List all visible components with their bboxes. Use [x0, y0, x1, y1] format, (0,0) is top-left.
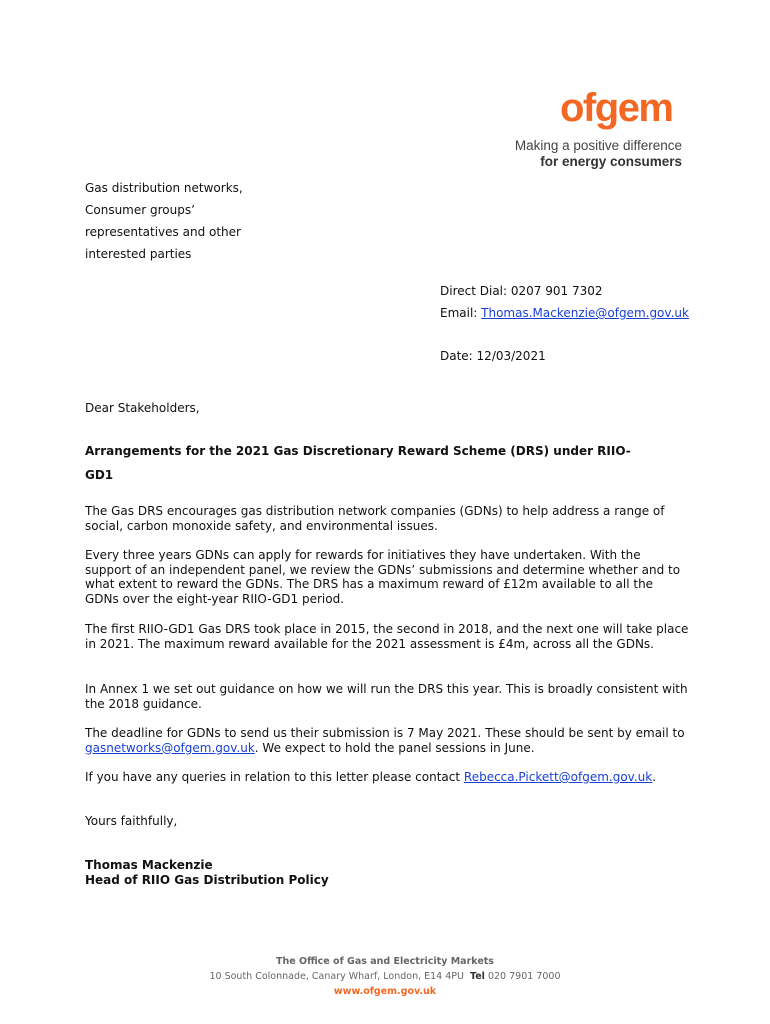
direct-dial: [440, 283, 603, 299]
footer-tel: 020 7901 7000: [487, 971, 561, 982]
footer-address-text: 10 South Colonnade, Canary Wharf, London, E14 4PU: [209, 971, 464, 982]
direct-dial-number: 0207 901 7302: [510, 284, 603, 298]
recipient-line: Consumer groups’: [85, 203, 195, 217]
date-label: Date:: [440, 349, 477, 363]
date-value: 12/03/2021: [476, 349, 546, 363]
ofgem-logo: ofgem: [560, 86, 673, 130]
footer-org: The Office of Gas and Electricity Markets: [276, 956, 494, 967]
email-link[interactable]: Thomas.Mackenzie@ofgem.gov.uk: [481, 306, 689, 320]
paragraph-2: Every three years GDNs can apply for rewards for initiatives they have undertaken. With the support of an independent panel, we review the GDNs’ submissions and determine whether and to what extent to reward the GDNs. The DRS has a maximum reward of £12m available to all the GDNs over the eight-year RIIO-GD1 period.: [85, 548, 681, 606]
email-label: Email:: [440, 306, 482, 320]
paragraph-6-text-end: .: [652, 770, 657, 784]
paragraph-1: The Gas DRS encourages gas distribution network companies (GDNs) to help address a range of social, carbon monoxide safety, and environmental issues.: [85, 504, 665, 533]
subject-line1: Arrangements for the 2021 Gas Discretionary Reward Scheme (DRS) under RIIO-: [85, 444, 631, 458]
subject-line2: GD1: [85, 468, 114, 482]
tagline-line1: Making a positive difference: [514, 138, 682, 153]
date-line: [440, 348, 546, 364]
signature-name: Thomas Mackenzie: [85, 858, 213, 872]
paragraph-5-text-end: . We expect to hold the panel sessions in June.: [254, 740, 535, 755]
direct-dial-label: Direct Dial:: [440, 284, 511, 298]
paragraph-5-text: The deadline for GDNs to send us their submission is 7 May 2021. These should be sent by email to: [85, 726, 685, 740]
salutation: Dear Stakeholders,: [85, 401, 200, 415]
footer-address: [0, 969, 770, 984]
rebecca-email-link[interactable]: Rebecca.Pickett@ofgem.gov.uk: [463, 770, 653, 784]
subject-heading: [85, 439, 695, 487]
footer-tel-label: Tel: [470, 971, 485, 982]
signature-title: Head of RIIO Gas Distribution Policy: [85, 873, 329, 887]
email-line: [440, 305, 689, 321]
recipient-line: interested parties: [85, 247, 192, 261]
paragraph-6: [85, 770, 690, 785]
recipient-line: Gas distribution networks,: [85, 181, 243, 195]
paragraph-5: [85, 726, 690, 755]
closing: Yours faithfully,: [85, 814, 178, 828]
paragraph-4: In Annex 1 we set out guidance on how we will run the DRS this year. This is broadly consistent with the 2018 guidance.: [85, 682, 688, 711]
recipient-line: representatives and other: [85, 225, 241, 239]
tagline-line2: for energy consumers: [540, 154, 682, 169]
gasnetworks-email-link[interactable]: gasnetworks@ofgem.gov.uk: [85, 740, 255, 755]
paragraph-6-text: If you have any queries in relation to this letter please contact: [85, 770, 464, 784]
footer-website-link[interactable]: www.ofgem.gov.uk: [333, 986, 437, 997]
paragraph-3: The first RIIO-GD1 Gas DRS took place in 2015, the second in 2018, and the next one will take place in 2021. The maximum reward available for the 2021 assessment is £4m, across all the GDNs.: [85, 622, 689, 651]
